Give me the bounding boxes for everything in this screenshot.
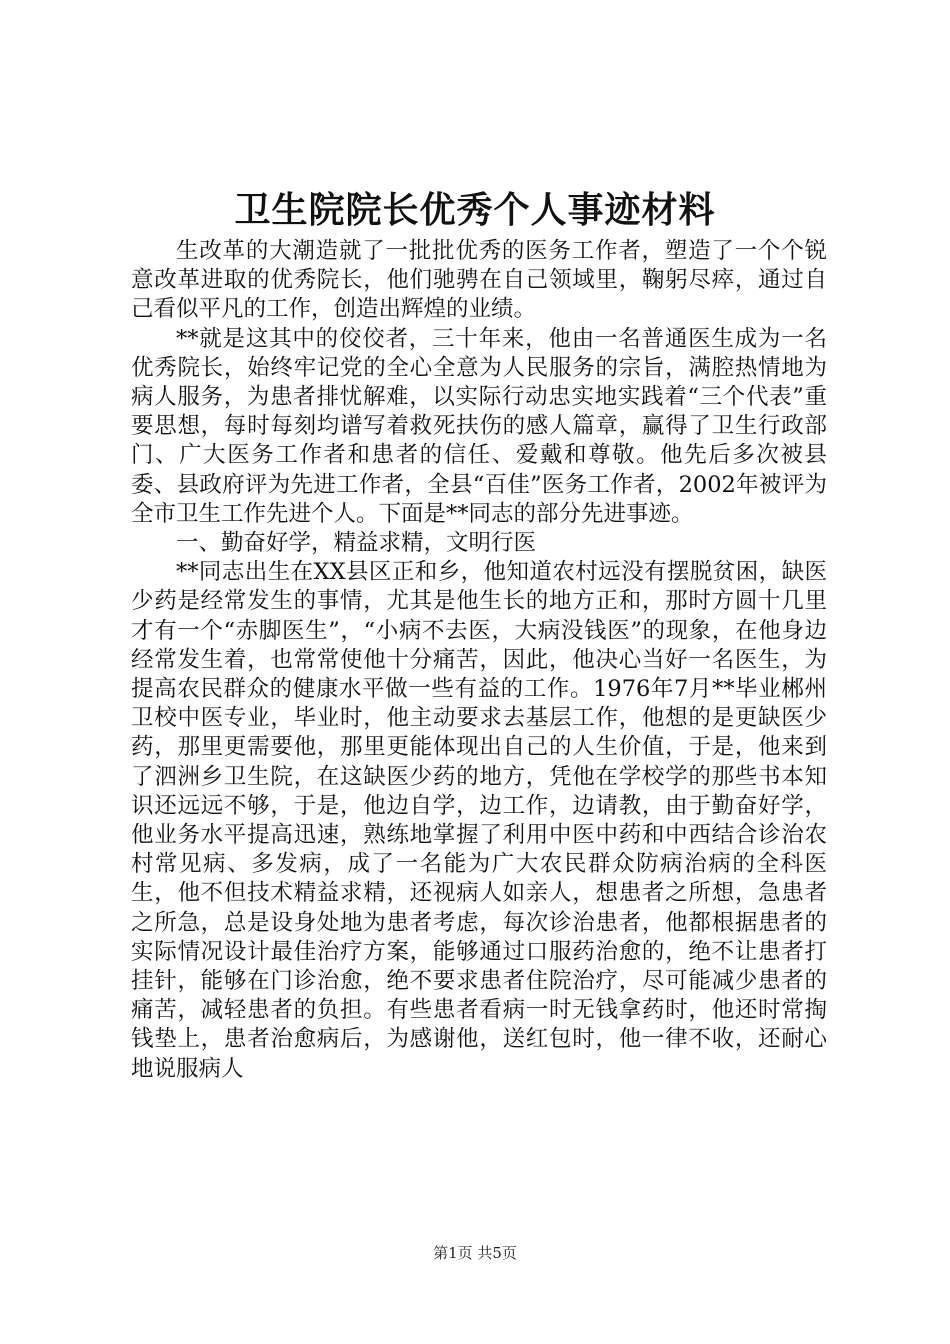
page-footer: 第1页 共5页 (433, 1244, 517, 1262)
document-title: 卫生院院长优秀个人事迹材料 (234, 189, 716, 231)
section-heading: 一、勤奋好学，精益求精，文明行医 (176, 530, 537, 557)
body-paragraph-3: **同志出生在XX县区正和乡，他知道农村远没有摆脱贫困，缺医少药是经常发生的事情，尤其是他生长的地方正和，那时方圆十几里才有一个“赤脚医生”，“小病不去医，大病没钱医”的现象，在他身边经常发生着，也常常使他十分痛苦，因此，他决心当好一名医生，为提高农民群众的健康水平做一些有益的工作。1976年7月**毕业郴州卫校中医专业，毕业时，他主动要求去基层工作，他想的是更缺医少药，那里更需要他，那里更能体现出自己的人生价值，于是，他来到了泗洲乡卫生院，在这缺医少药的地方，凭他在学校学的那些书本知识还远远不够，于是，他边自学，边工作，边请教，由于勤奋好学，他业务水平提高迅速，熟练地掌握了利用中医中药和中西结合诊治农村常见病、多发病，成了一名能为广大农民群众防病治病的全科医生，他不但技术精益求精，还视病人如亲人，想患者之所想，急患者之所急，总是设身处地为患者考虑，每次诊治患者，他都根据患者的实际情况设计最佳治疗方案，能够通过口服药治愈的，绝不让患者打挂针，能够在门诊治愈，绝不要求患者住院治疗，尽可能减少患者的痛苦，减轻患者的负担。有些患者看病一时无钱拿药时，他还时常掏钱垫上，患者治愈病后，为感谢他，送红包时，他一律不收，还耐心地说服病人 (131, 559, 827, 1082)
body-paragraph-2: **就是这其中的佼佼者，三十年来，他由一名普通医生成为一名优秀院长，始终牢记党的全心全意为人民服务的宗旨，满腔热情地为病人服务，为患者排忧解难，以实际行动忠实地实践着“三个代表”重要思想，每时每刻均谱写着救死扶伤的感人篇章，赢得了卫生行政部门、广大医务工作者和患者的信任、爱戴和尊敬。他先后多次被县委、县政府评为先进工作者，全县“百佳”医务工作者，2002年被评为全市卫生工作先进个人。下面是**同志的部分先进事迹。 (131, 325, 827, 527)
document-body (131, 237, 827, 1084)
body-paragraph-1: 生改革的大潮造就了一批批优秀的医务工作者，塑造了一个个锐意改革进取的优秀院长，他们驰骋在自己领域里，鞠躬尽瘁，通过自己看似平凡的工作，创造出辉煌的业绩。 (131, 238, 827, 323)
